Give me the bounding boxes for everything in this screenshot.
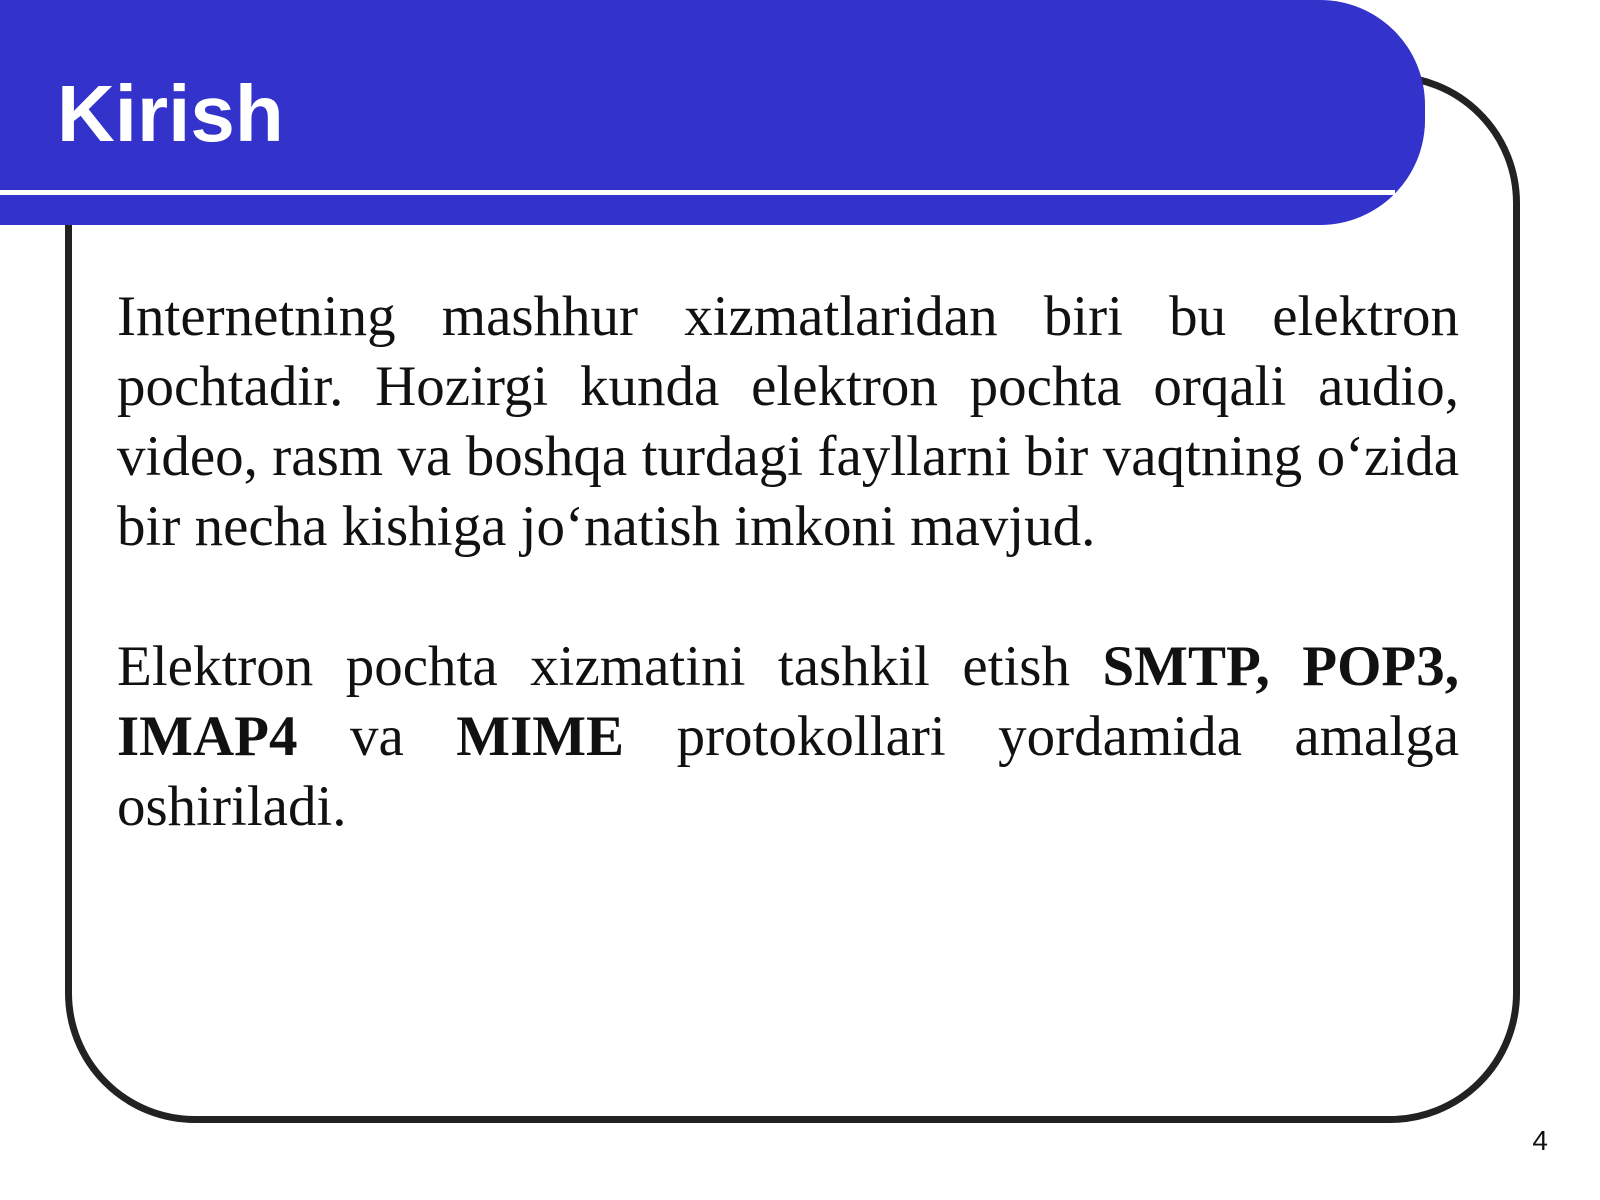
protocols-intro-text: Elektron pochta xizmatini tashkil etish xyxy=(117,635,1103,698)
protocols-outro-text: protokollari yordamida amalga oshiriladi. xyxy=(117,705,1459,838)
protocol-list-smtp-pop3-imap4: SMTP, POP3, IMAP4 xyxy=(117,635,1459,768)
paragraph-email-intro: Internetning mashhur xizmatlaridan biri bu elektron pochtadir. Hozirgi kunda elektron pochta orqali audio, video, rasm va boshqa turdagi fayllarni bir vaqtning oʻzida bir necha kishiga joʻnatish imkoni mavjud. xyxy=(117,285,1459,558)
protocols-joiner-text: va xyxy=(297,705,457,768)
page-number: 4 xyxy=(1532,1125,1548,1156)
paragraph-email-protocols xyxy=(117,632,1459,842)
slide-body xyxy=(117,282,1459,912)
slide-title: Kirish xyxy=(57,69,284,158)
protocol-mime: MIME xyxy=(456,705,625,768)
